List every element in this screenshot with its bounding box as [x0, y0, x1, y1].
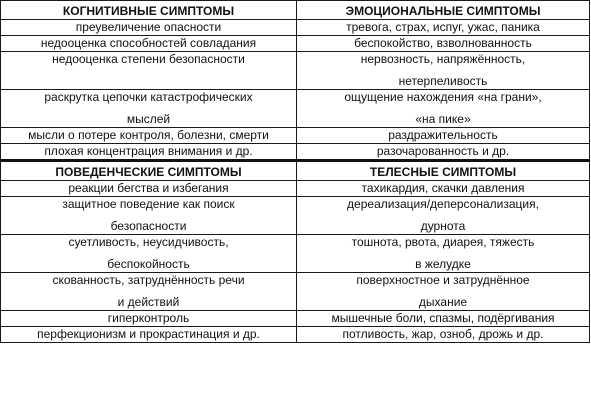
cell-line: перфекционизм и прокрастинация и др. [37, 327, 260, 341]
cell-line: «на пике» [415, 112, 471, 126]
cell-line: мышечные боли, спазмы, подёргивания [331, 311, 555, 325]
table-row [1, 90, 590, 128]
cell-line: поверхностное и затруднённое [356, 273, 530, 287]
table-row [1, 128, 590, 144]
emotional-cell [297, 144, 590, 161]
cell-line: мыслей [126, 112, 171, 126]
section-header-row [1, 161, 590, 181]
emotional-cell [297, 128, 590, 144]
behavioral-cell [1, 311, 297, 327]
cell-line: недооценка способностей совладания [40, 36, 257, 50]
table-row [1, 327, 590, 343]
cell-line: ощущение нахождения «на грани», [344, 90, 542, 104]
cell-line: суетливость, неусидчивость, [68, 235, 229, 249]
cell-line: гиперконтроль [107, 311, 190, 325]
table-row [1, 36, 590, 52]
cognitive-cell [1, 90, 297, 128]
table-row [1, 273, 590, 311]
cell-line: разочарованность и др. [376, 144, 510, 158]
cell-line: беспокойство, взволнованность [354, 36, 532, 50]
table-row [1, 311, 590, 327]
cognitive-cell [1, 36, 297, 52]
header-cognitive: КОГНИТИВНЫЕ СИМПТОМЫ [1, 1, 297, 20]
cognitive-cell [1, 52, 297, 90]
cognitive-cell [1, 20, 297, 36]
cell-line: безопасности [110, 219, 187, 233]
behavioral-cell [1, 181, 297, 197]
cell-line: защитное поведение как поиск [62, 197, 235, 211]
cell-line: раздражительность [388, 128, 498, 142]
cell-line: тошнота, рвота, диарея, тяжесть [351, 235, 535, 249]
cell-line: дурнота [420, 219, 466, 233]
table-row [1, 235, 590, 273]
cell-line: тахикардия, скачки давления [361, 181, 525, 195]
behavioral-cell [1, 327, 297, 343]
header-emotional: ЭМОЦИОНАЛЬНЫЕ СИМПТОМЫ [297, 1, 590, 20]
table-row [1, 181, 590, 197]
behavioral-cell [1, 197, 297, 235]
cell-line: мысли о потере контроля, болезни, смерти [28, 128, 269, 142]
emotional-cell [297, 36, 590, 52]
header-behavioral: ПОВЕДЕНЧЕСКИЕ СИМПТОМЫ [1, 161, 297, 181]
emotional-cell [297, 20, 590, 36]
emotional-cell [297, 52, 590, 90]
cell-line: дереализация/деперсонализация, [347, 197, 539, 211]
behavioral-cell [1, 235, 297, 273]
cell-line: дыхание [418, 295, 468, 309]
bodily-cell [297, 181, 590, 197]
cell-line: беспокойность [107, 257, 190, 271]
bodily-cell [297, 197, 590, 235]
bodily-cell [297, 273, 590, 311]
bodily-cell [297, 235, 590, 273]
emotional-cell [297, 90, 590, 128]
cell-line: потливость, жар, озноб, дрожь и др. [342, 327, 544, 341]
table-row [1, 144, 590, 161]
behavioral-cell [1, 273, 297, 311]
cell-line: скованность, затруднённость речи [52, 273, 245, 287]
cell-line: в желудке [415, 257, 471, 271]
section-header-row [1, 1, 590, 20]
cognitive-cell [1, 144, 297, 161]
cell-line: раскрутка цепочки катастрофических [44, 90, 253, 104]
table-row [1, 197, 590, 235]
cell-line: нервозность, напряжённость, [360, 52, 526, 66]
cell-line: преувеличение опасности [75, 20, 222, 34]
cell-line: недооценка степени безопасности [52, 52, 245, 66]
cognitive-cell [1, 128, 297, 144]
table-row [1, 20, 590, 36]
header-bodily: ТЕЛЕСНЫЕ СИМПТОМЫ [297, 161, 590, 181]
bodily-cell [297, 311, 590, 327]
table-row [1, 52, 590, 90]
cell-line: плохая концентрация внимания и др. [44, 144, 253, 158]
cell-line: тревога, страх, испуг, ужас, паника [346, 20, 540, 34]
cell-line: нетерпеливость [398, 74, 488, 88]
cell-line: реакции бегства и избегания [68, 181, 229, 195]
bodily-cell [297, 327, 590, 343]
cell-line: и действий [117, 295, 180, 309]
